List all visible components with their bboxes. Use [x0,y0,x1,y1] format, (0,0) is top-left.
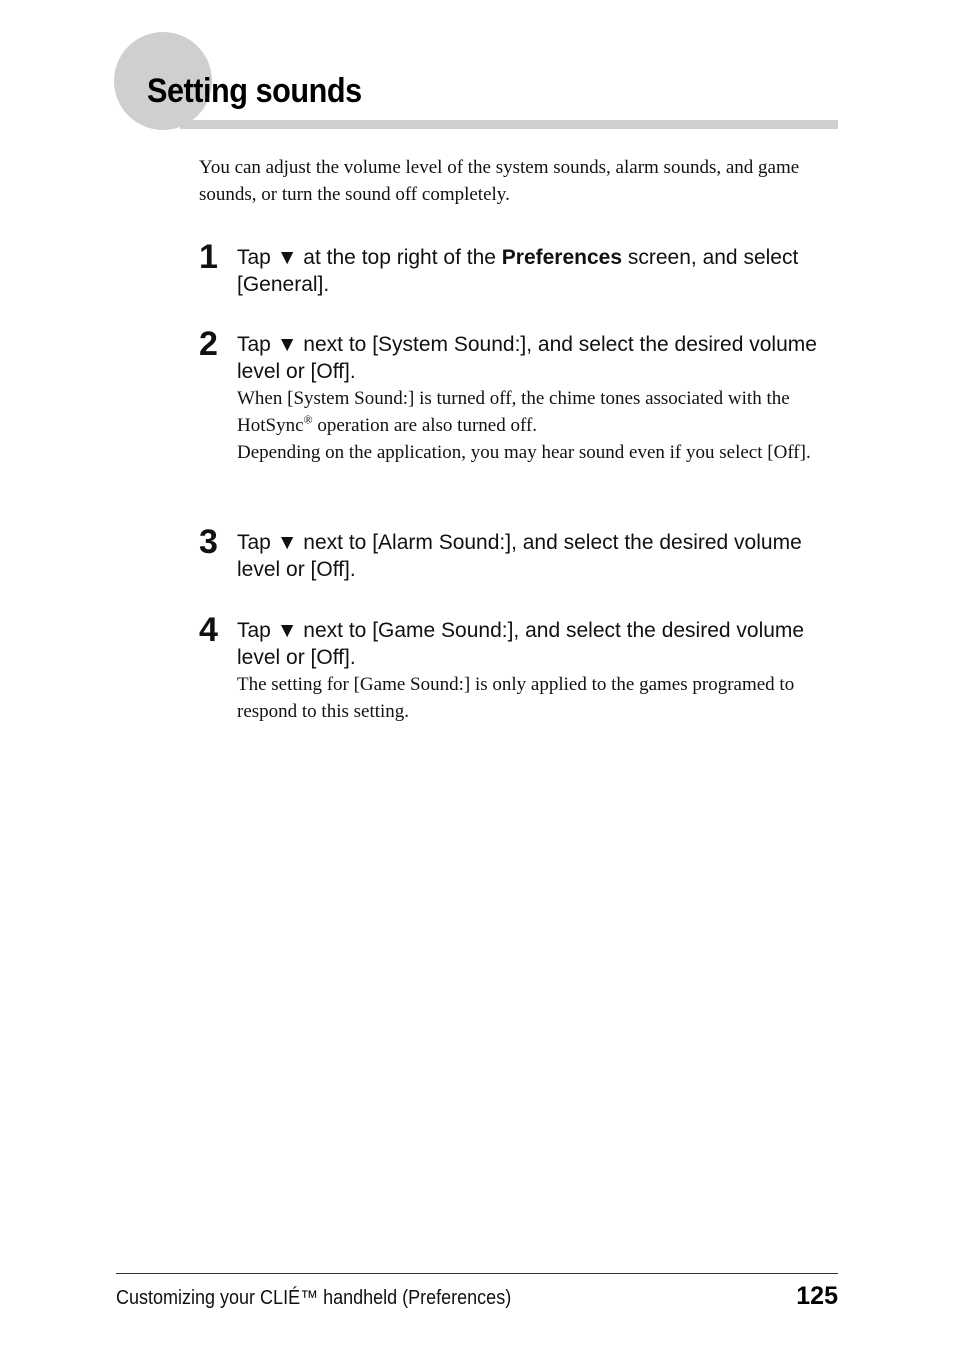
step-note [237,385,837,439]
step-text-part: Tap ▼ at the top right of the [237,246,502,269]
note-text-part: When [System Sound:] is turned off, the chime tones associated with the HotSync [237,388,790,436]
step-body [237,617,837,725]
step-number: 2 [199,325,218,363]
intro-paragraph: You can adjust the volume level of the system sounds, alarm sounds, and game sounds, or turn the sound off completely. [199,157,800,205]
step-text-part: screen, and select [General]. [237,246,799,296]
step-number: 4 [199,611,218,649]
step-note: Depending on the application, you may hear sound even if you select [Off]. [237,442,811,463]
footer-divider [116,1273,838,1274]
step-note: The setting for [Game Sound:] is only applied to the games programed to respond to this setting. [237,674,795,722]
registered-mark: ® [303,412,313,427]
step-instruction [237,244,837,298]
step-body [237,529,837,583]
step-instruction: Tap ▼ next to [System Sound:], and select the desired volume level or [Off]. [237,333,817,383]
preferences-label: Preferences [501,246,623,269]
step-body [237,244,837,298]
footer-section-title: Customizing your CLIÉ™ handheld (Preferences) [116,1287,512,1309]
title-underline-bar [180,120,838,129]
page-number: 125 [796,1282,838,1310]
step-body [237,331,837,466]
note-text-part: operation are also turned off. [312,415,538,436]
page-title: Setting sounds [147,72,362,110]
step-number: 1 [199,238,218,276]
step-instruction: Tap ▼ next to [Game Sound:], and select the desired volume level or [Off]. [237,619,805,669]
step-number: 3 [199,523,218,561]
step-instruction: Tap ▼ next to [Alarm Sound:], and select the desired volume level or [Off]. [237,531,802,581]
